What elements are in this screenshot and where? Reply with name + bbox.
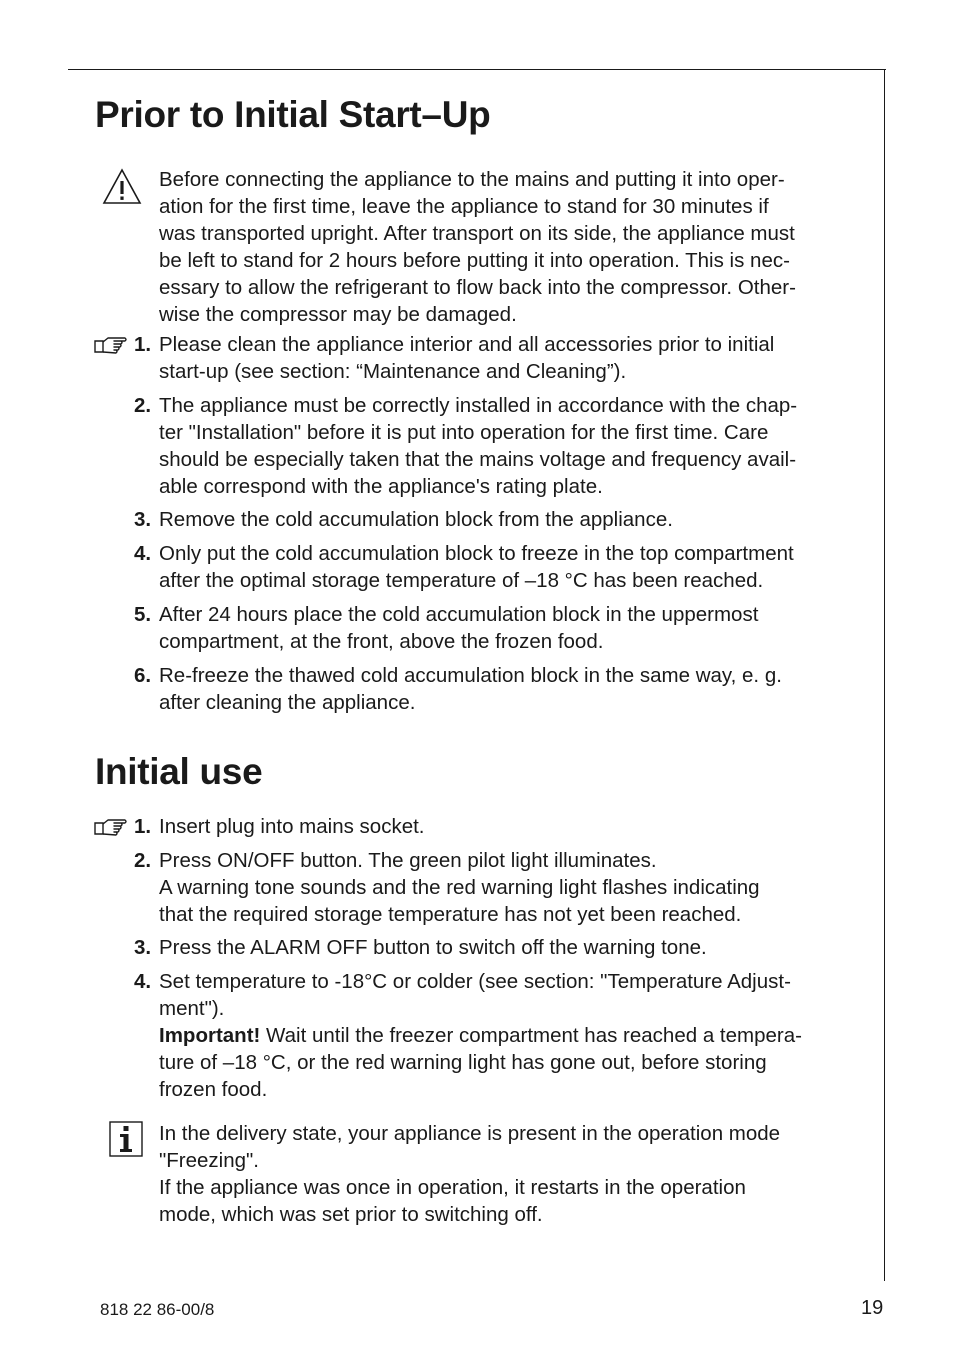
- step-number: 1.: [134, 815, 152, 838]
- step-line: Set temperature to -18°C or colder (see section: "Temperature Adjust-: [159, 970, 791, 993]
- step-line: ment").: [159, 997, 225, 1020]
- info-paragraph: [159, 1120, 864, 1228]
- step-line: start-up (see section: “Maintenance and Cleaning”).: [159, 360, 627, 383]
- important-line: [159, 1022, 864, 1049]
- warning-paragraph: [159, 166, 864, 328]
- step-line: Press the ALARM OFF button to switch off the warning tone.: [159, 936, 707, 959]
- step-line: after the optimal storage temperature of –18 °C has been reached.: [159, 569, 764, 592]
- prior-step-4: [159, 540, 864, 594]
- initial-step-4: [159, 968, 864, 1103]
- step-number: 2.: [134, 394, 152, 417]
- step-number: 4.: [134, 542, 152, 565]
- step-line: ter "Installation" before it is put into operation for the first time. Care: [159, 421, 769, 444]
- warning-line: ation for the first time, leave the appliance to stand for 30 minutes if: [159, 195, 769, 218]
- warning-line: essary to allow the refrigerant to flow back into the compressor. Other-: [159, 276, 796, 299]
- step-line: that the required storage temperature has not yet been reached.: [159, 903, 742, 926]
- step-line: After 24 hours place the cold accumulation block in the uppermost: [159, 603, 759, 626]
- important-label: Important!: [159, 1024, 261, 1047]
- important-text: Wait until the freezer compartment has reached a tempera-: [260, 1024, 802, 1047]
- prior-step-1: [159, 331, 864, 385]
- step-line: Insert plug into mains socket.: [159, 815, 425, 838]
- initial-step-3: [159, 934, 864, 961]
- info-line: If the appliance was once in operation, it restarts in the operation: [159, 1176, 746, 1199]
- prior-step-3: [159, 506, 864, 533]
- step-line: The appliance must be correctly installed in accordance with the chap-: [159, 394, 798, 417]
- step-number: 5.: [134, 603, 152, 626]
- step-line: Re-freeze the thawed cold accumulation block in the same way, e. g.: [159, 664, 782, 687]
- step-line: A warning tone sounds and the red warning light flashes indicating: [159, 876, 760, 899]
- warning-line: wise the compressor may be damaged.: [159, 303, 517, 326]
- step-line: Please clean the appliance interior and all accessories prior to initial: [159, 333, 775, 356]
- info-line: mode, which was set prior to switching off.: [159, 1203, 543, 1226]
- page-number: 19: [861, 1297, 884, 1319]
- step-number: 3.: [134, 936, 152, 959]
- document-code: 818 22 86-00/8: [100, 1300, 215, 1319]
- prior-step-2: [159, 392, 864, 500]
- pointing-hand-icon: [94, 335, 128, 355]
- info-line: In the delivery state, your appliance is present in the operation mode: [159, 1122, 781, 1145]
- initial-step-1: [159, 813, 864, 840]
- top-rule: [68, 69, 886, 70]
- step-line: able correspond with the appliance's rating plate.: [159, 475, 603, 498]
- step-line: frozen food.: [159, 1078, 268, 1101]
- warning-line: be left to stand for 2 hours before putting it into operation. This is nec-: [159, 249, 790, 272]
- prior-step-6: [159, 662, 864, 716]
- step-number: 4.: [134, 970, 152, 993]
- info-icon: [109, 1121, 143, 1157]
- initial-step-2: [159, 847, 864, 928]
- heading-initial-use: Initial use: [95, 751, 263, 792]
- heading-prior-to-initial-start-up: Prior to Initial Start–Up: [95, 94, 491, 135]
- warning-line: Before connecting the appliance to the mains and putting it into oper-: [159, 168, 785, 191]
- warning-line: was transported upright. After transport on its side, the appliance must: [159, 222, 795, 245]
- right-rule: [884, 69, 885, 1281]
- step-line: should be especially taken that the mains voltage and frequency avail-: [159, 448, 797, 471]
- step-number: 2.: [134, 849, 152, 872]
- info-line: "Freezing".: [159, 1149, 260, 1172]
- step-number: 1.: [134, 333, 152, 356]
- step-line: Only put the cold accumulation block to freeze in the top compartment: [159, 542, 794, 565]
- pointing-hand-icon: [94, 817, 128, 837]
- step-number: 6.: [134, 664, 152, 687]
- prior-step-5: [159, 601, 864, 655]
- warning-triangle-icon: [102, 168, 142, 205]
- step-line: compartment, at the front, above the frozen food.: [159, 630, 604, 653]
- step-number: 3.: [134, 508, 152, 531]
- step-line: ture of –18 °C, or the red warning light has gone out, before storing: [159, 1051, 767, 1074]
- step-line: after cleaning the appliance.: [159, 691, 416, 714]
- step-line: Press ON/OFF button. The green pilot light illuminates.: [159, 849, 657, 872]
- step-line: Remove the cold accumulation block from the appliance.: [159, 508, 673, 531]
